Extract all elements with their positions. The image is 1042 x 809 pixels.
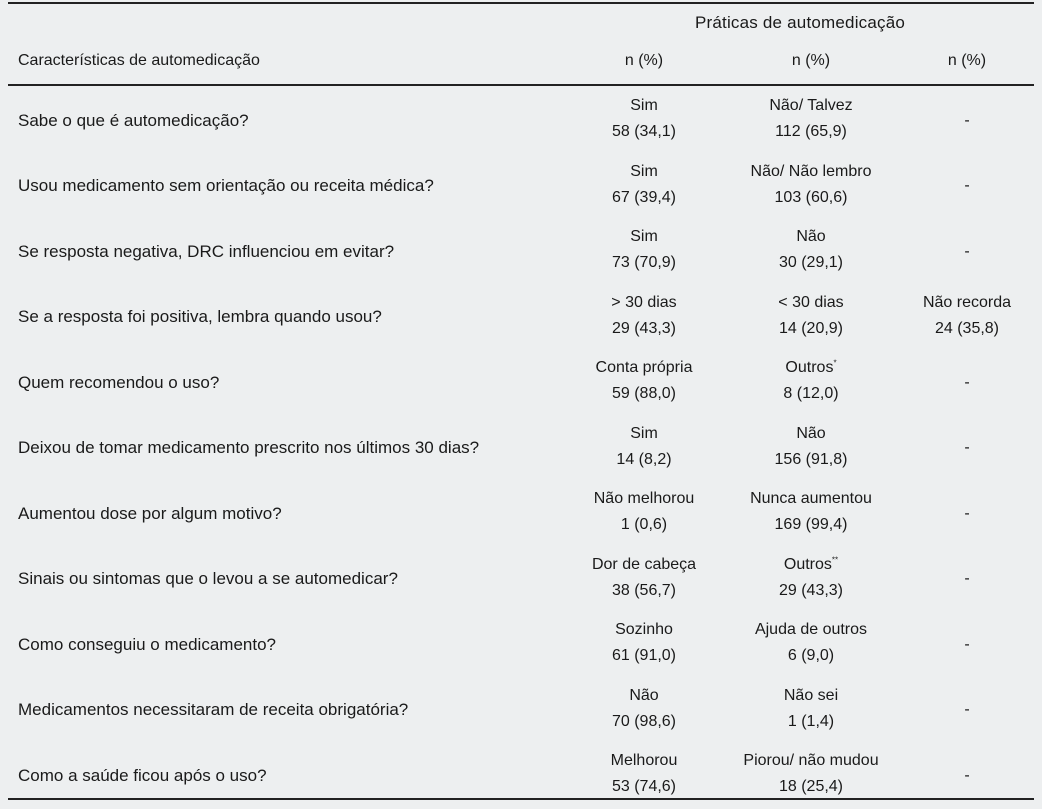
cell-label: Sim: [630, 424, 658, 442]
practice-cell-3: [894, 481, 1040, 547]
table-row: [0, 350, 1042, 416]
cell-label: > 30 dias: [611, 293, 677, 311]
practice-cell-1: [560, 617, 728, 669]
footnote-marker: **: [831, 555, 839, 565]
cell-value: 14 (20,9): [778, 319, 844, 337]
characteristics-header: Características de automedicação: [18, 52, 260, 69]
cell-value: 1 (1,4): [787, 712, 835, 730]
practice-cell-1: [560, 159, 728, 211]
practice-cell-2: [728, 159, 894, 211]
cell-label: Não: [796, 228, 826, 245]
cell-label: < 30 dias: [778, 293, 844, 311]
cell-value: 24 (35,8): [934, 319, 1000, 337]
practice-cell-3: [894, 88, 1040, 154]
practice-cell-3: [894, 350, 1040, 416]
cell-value: -: [964, 504, 970, 522]
cell-value: 14 (8,2): [616, 450, 672, 468]
footnote-marker: *: [833, 358, 837, 368]
cell-value: 1 (0,6): [620, 516, 668, 533]
practice-cell-2: [728, 355, 894, 407]
cell-value: -: [964, 701, 970, 719]
cell-label: Piorou/ não mudou: [743, 752, 879, 769]
cell-label: Outros*: [785, 358, 837, 376]
cell-value: -: [964, 570, 970, 588]
cell-value: 156 (91,8): [774, 450, 848, 468]
practice-cell-3: [894, 219, 1040, 285]
col1-header: n (%): [624, 52, 664, 69]
practice-cell-3: [894, 547, 1040, 613]
question-label: Quem recomendou o uso?: [18, 372, 220, 392]
cell-value: -: [964, 635, 970, 653]
practice-cell-2: [728, 93, 894, 145]
practice-cell-3: [894, 290, 1040, 342]
cell-value: 30 (29,1): [778, 254, 844, 271]
cell-value: 73 (70,9): [611, 254, 677, 271]
question-label: Como conseguiu o medicamento?: [18, 634, 276, 654]
practice-cell-1: [560, 290, 728, 342]
cell-label: Sozinho: [615, 621, 673, 638]
cell-value: 29 (43,3): [611, 319, 677, 337]
question-label: Medicamentos necessitaram de receita obrigatória?: [18, 700, 409, 720]
practice-cell-1: [560, 421, 728, 473]
cell-label: Não/ Talvez: [769, 97, 853, 114]
top-rule: [8, 2, 1034, 4]
cell-label: Não recorda: [922, 293, 1012, 311]
cell-value: -: [964, 373, 970, 391]
cell-label: Nunca aumentou: [750, 490, 872, 507]
cell-label: Sim: [630, 97, 658, 114]
cell-label: Melhorou: [610, 752, 678, 769]
cell-value: 112 (65,9): [775, 123, 847, 140]
practice-cell-2: [728, 224, 894, 276]
practice-cell-1: [560, 683, 728, 735]
cell-value: 103 (60,6): [774, 188, 848, 206]
question-label: Aumentou dose por algum motivo?: [18, 503, 282, 523]
practice-cell-1: [560, 355, 728, 407]
cell-label: Não: [629, 686, 659, 704]
cell-label: Ajuda de outros: [754, 621, 868, 638]
cell-value: 18 (25,4): [778, 778, 844, 795]
practice-cell-3: [894, 154, 1040, 220]
cell-value: 38 (56,7): [611, 581, 677, 599]
practice-cell-1: [560, 93, 728, 145]
practice-cell-2: [728, 421, 894, 473]
practice-cell-3: [894, 416, 1040, 482]
practice-cell-2: [728, 290, 894, 342]
cell-value: 8 (12,0): [783, 385, 839, 402]
table-row: [0, 678, 1042, 744]
practice-cell-2: [728, 617, 894, 669]
question-label: Se resposta negativa, DRC influenciou em evitar?: [18, 241, 395, 261]
question-label: Sabe o que é automedicação?: [18, 110, 249, 130]
question-label: Deixou de tomar medicamento prescrito nos últimos 30 dias?: [18, 438, 480, 458]
practice-cell-1: [560, 224, 728, 276]
table-row: [0, 154, 1042, 220]
cell-label: Não: [796, 424, 826, 442]
cell-value: 58 (34,1): [611, 123, 677, 140]
question-label: Usou medicamento sem orientação ou receita médica?: [18, 176, 434, 196]
table-row: [0, 88, 1042, 154]
column-header-row: [0, 52, 1042, 78]
table-row: [0, 547, 1042, 613]
practice-cell-3: [894, 612, 1040, 678]
question-label: Como a saúde ficou após o uso?: [18, 765, 267, 785]
col3-header: n (%): [947, 52, 987, 69]
cell-value: -: [964, 242, 970, 260]
cell-label: Dor de cabeça: [591, 555, 697, 573]
practice-cell-2: [728, 486, 894, 538]
cell-value: 6 (9,0): [787, 647, 835, 664]
cell-label: Sim: [630, 228, 658, 245]
cell-value: 53 (74,6): [611, 778, 677, 795]
table-row: [0, 416, 1042, 482]
table-row: [0, 481, 1042, 547]
table-row: [0, 219, 1042, 285]
practice-cell-1: [560, 748, 728, 800]
practice-cell-2: [728, 683, 894, 735]
table-row: [0, 612, 1042, 678]
cell-value: 61 (91,0): [611, 647, 677, 664]
cell-label: Não melhorou: [593, 490, 695, 507]
group-header: Práticas de automedicação: [694, 13, 906, 32]
cell-label: Outros**: [783, 555, 839, 573]
cell-label: Sim: [630, 162, 658, 180]
cell-value: -: [964, 439, 970, 457]
cell-value: 59 (88,0): [611, 385, 677, 402]
cell-label: Não/ Não lembro: [750, 162, 872, 180]
cell-value: -: [964, 111, 970, 129]
practice-cell-2: [728, 552, 894, 604]
bottom-rule: [8, 798, 1034, 800]
practice-cell-3: [894, 678, 1040, 744]
col2-header: n (%): [791, 52, 831, 69]
cell-label: Conta própria: [595, 359, 693, 376]
cell-label: Não sei: [783, 686, 839, 704]
practice-cell-2: [728, 748, 894, 800]
cell-value: 70 (98,6): [611, 712, 677, 730]
question-label: Se a resposta foi positiva, lembra quando usou?: [18, 307, 382, 327]
question-label: Sinais ou sintomas que o levou a se automedicar?: [18, 569, 398, 589]
cell-value: 169 (99,4): [774, 516, 848, 533]
cell-value: -: [964, 177, 970, 195]
table-row: [0, 285, 1042, 351]
practice-cell-1: [560, 486, 728, 538]
cell-value: -: [964, 766, 970, 784]
header-rule: [8, 84, 1034, 86]
practice-cell-1: [560, 552, 728, 604]
cell-value: 29 (43,3): [778, 581, 844, 599]
cell-value: 67 (39,4): [611, 188, 677, 206]
table-body: [0, 88, 1042, 809]
